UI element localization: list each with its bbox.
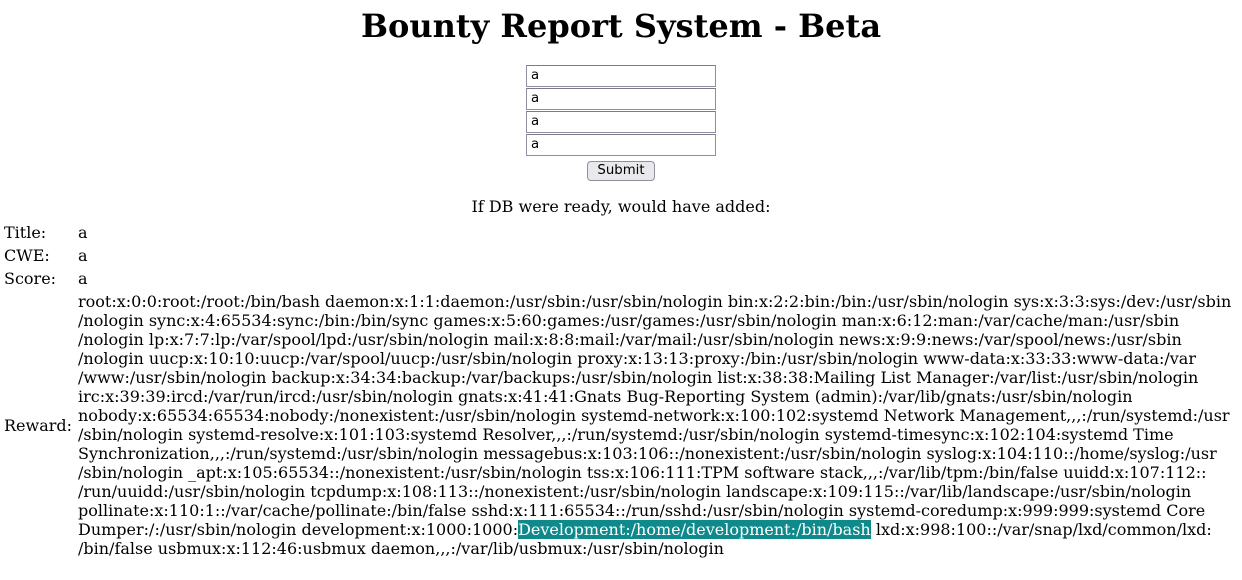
table-row-score bbox=[3, 268, 1236, 289]
report-preview-table bbox=[1, 220, 1238, 561]
db-note: If DB were ready, would have added: bbox=[471, 197, 771, 217]
reward-label: Reward: bbox=[4, 415, 73, 435]
title-label: Title: bbox=[4, 223, 47, 243]
table-row-title bbox=[3, 222, 1236, 243]
report-score-input[interactable] bbox=[526, 111, 716, 133]
reward-highlight: Development:​/home​/development:​/bin​/bash bbox=[518, 520, 871, 540]
submit-button[interactable]: Submit bbox=[587, 161, 654, 182]
report-reward-input[interactable] bbox=[526, 134, 716, 156]
report-cwe-input[interactable] bbox=[526, 88, 716, 110]
table-row-cwe bbox=[3, 245, 1236, 266]
bounty-report-form bbox=[0, 65, 1242, 182]
score-label: Score: bbox=[4, 269, 57, 289]
reward-text-after: lxd:x:998:100::​/var​/snap​/lxd​/common​/lxd:​/bin​/false usbmux:x:112:46:usbmux daemon,,,:​/var​/lib​/usbmux:​/usr​/sbin​/nologin bbox=[78, 520, 1212, 559]
page-title: Bounty Report System - Beta bbox=[360, 7, 882, 45]
cwe-label: CWE: bbox=[4, 246, 50, 266]
title-value: a bbox=[78, 223, 88, 243]
report-title-input[interactable] bbox=[526, 65, 716, 87]
reward-value bbox=[77, 291, 1236, 559]
reward-text-before: root:x:0:0:root:​/root:​/bin​/bash daemon:x:1:1:daemon:​/usr​/sbin:​/usr​/sbin​/nologin bin:x:2:2:bin:​/bin:​/usr​/sbin​/nologin sys:x:3:3:sys:​/dev:​/usr​/sbin​/nologin sync:x:4:65534:sync:​/bin:​/bin​/sync games:x:5:60:games:​/usr​/games:​/usr​/sbin​/nologin man:x:6:12:man:​/var​/cache​/man:​/usr​/sbin​/nologin lp:x:7:7:lp:​/var​/spool​/lpd:​/usr​/sbin​/nologin mail:x:8:8:mail:​/var​/mail:​/usr​/sbin​/nologin news:x:9:9:news:​/var​/spool​/news:​/usr​/sbin​/nologin uucp:x:10:10:uucp:​/var​/spool​/uucp:​/usr​/sbin​/nologin proxy:x:13:13:proxy:​/bin:​/usr​/sbin​/nologin www-data:x:33:33:www-data:​/var​/www:​/usr​/sbin​/nologin backup:x:34:34:backup:​/var​/backups:​/usr​/sbin​/nologin list:x:38:38:Mailing List Manager:​/var​/list:​/usr​/sbin​/nologin irc:x:39:39:ircd:​/var​/run​/ircd:​/usr​/sbin​/nologin gnats:x:41:41:Gnats Bug-Reporting System (admin):​/var​/lib​/gnats:​/usr​/sbin​/nologin nobody:x:65534:65534:nobody:​/nonexistent:​/usr​/sbin​/nologin systemd-network:x:100:102:systemd Network Management,,,:​/run​/systemd:​/usr​/sbin​/nologin systemd-resolve:x:101:103:systemd Resolver,,,:​/run​/systemd:​/usr​/sbin​/nologin systemd-timesync:x:102:104:systemd Time Synchronization,,,:​/run​/systemd:​/usr​/sbin​/nologin messagebus:x:103:106::​/nonexistent:​/usr​/sbin​/nologin syslog:x:104:110::​/home​/syslog:​/usr​/sbin​/nologin _apt:x:105:65534::​/nonexistent:​/usr​/sbin​/nologin tss:x:106:111:TPM software stack,,,:​/var​/lib​/tpm:​/bin​/false uuidd:x:107:112::​/run​/uuidd:​/usr​/sbin​/nologin tcpdump:x:108:113::​/nonexistent:​/usr​/sbin​/nologin landscape:x:109:115::​/var​/lib​/landscape:​/usr​/sbin​/nologin pollinate:x:110:1::​/var​/cache​/pollinate:​/bin​/false sshd:x:111:65534::​/run​/sshd:​/usr​/sbin​/nologin systemd-coredump:x:999:999:systemd Core Dumper:​/:​/usr​/sbin​/nologin development:x:1000:1000: bbox=[78, 292, 1232, 540]
score-value: a bbox=[78, 269, 88, 289]
table-row-reward bbox=[3, 291, 1236, 559]
cwe-value: a bbox=[78, 246, 88, 266]
